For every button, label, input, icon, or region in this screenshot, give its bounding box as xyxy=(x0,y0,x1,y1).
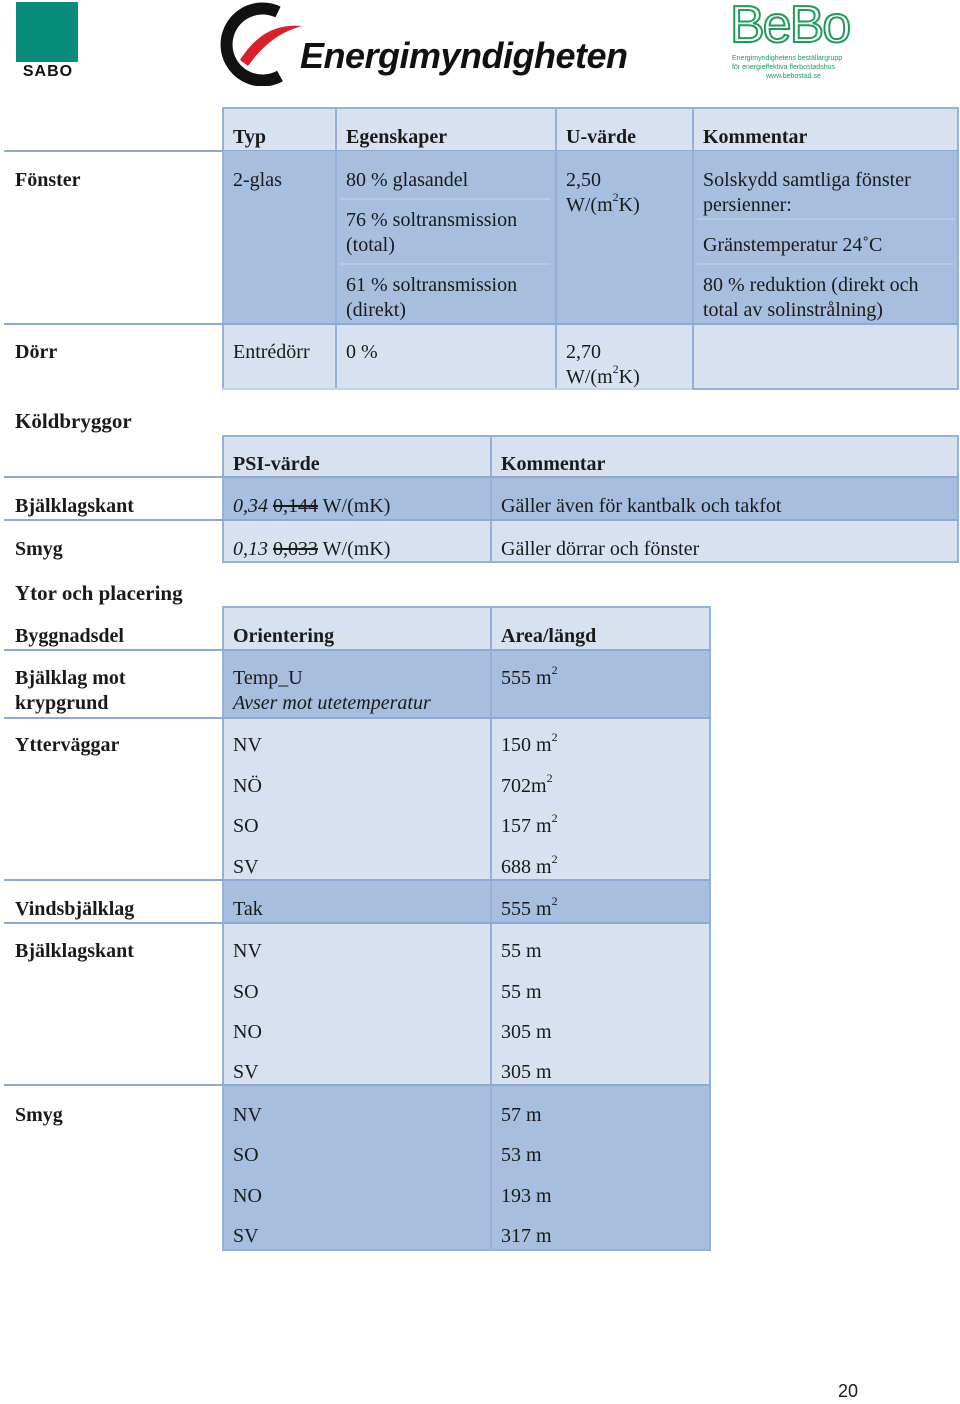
page-number: 20 xyxy=(838,1381,859,1401)
bebo-logo: BeBo Energimyndighetens beställargrupp för energieffektiva flerbostadshus www.bebostad.se xyxy=(730,0,850,80)
header-kommentar: Kommentar xyxy=(703,126,808,148)
psi-comment-smyg: Gäller dörrar och fönster xyxy=(501,538,700,560)
ytor-area-item: 305 m xyxy=(501,1021,552,1043)
fonster-kommentar-reduktion-2: total av solinstrålning) xyxy=(703,299,883,321)
ytor-area-item: 53 m xyxy=(501,1144,542,1166)
ytor-area-bjalklag: 555 $m^2$ xyxy=(501,663,558,689)
header-u-varde: U-värde xyxy=(566,126,636,148)
header-psi-varde: PSI-värde xyxy=(233,453,320,475)
psi-row-label-bjalklagskant: Bjälklagskant xyxy=(15,495,134,517)
dorr-u-unit: $W/(m^2K)$ xyxy=(566,362,640,388)
ytor-area-item: 55 m xyxy=(501,981,542,1003)
ytor-label-vindsbjalklag: Vindsbjälklag xyxy=(15,898,135,920)
ytor-area-item: 305 m xyxy=(501,1061,552,1083)
header-area-langd: Area/längd xyxy=(501,625,597,647)
fonster-glasandel: 80 % glasandel xyxy=(346,169,469,191)
section-title-koldbryggor: Köldbryggor xyxy=(15,409,132,433)
psi-comment-bjalklagskant: Gäller även för kantbalk och takfot xyxy=(501,495,782,517)
ytor-area-item: 157 $m^2$ xyxy=(501,811,558,837)
ytor-orient-item: NO xyxy=(233,1185,262,1207)
ytor-orient-temp-u: Temp_U xyxy=(233,667,303,689)
fonster-soltrans-total-2: (total) xyxy=(346,234,395,256)
ytor-area-item: 688 $m^2$ xyxy=(501,852,558,878)
fonster-typ: 2-glas xyxy=(233,169,282,191)
row-label-dorr: Dörr xyxy=(15,341,58,363)
psi-value-bjalklagskant: 0,34 0,144 W/(mK) xyxy=(233,495,391,517)
dorr-u-value: 2,70 xyxy=(566,341,601,363)
section-title-ytor: Ytor och placering xyxy=(15,581,183,605)
fonster-kommentar-2: persienner: xyxy=(703,194,792,216)
fonster-u-unit: $W/(m^2K)$ xyxy=(566,190,640,216)
dorr-egenskaper: 0 % xyxy=(346,341,378,363)
ytor-area-vindsbjalklag: 555 $m^2$ xyxy=(501,894,558,920)
ytor-label-bjalklagskant: Bjälklagskant xyxy=(15,940,134,962)
ytor-label-bjalklag-1: Bjälklag mot xyxy=(15,667,126,689)
psi-value-smyg: 0,13 0,033 W/(mK) xyxy=(233,538,391,560)
sabo-logo: SABO xyxy=(16,2,80,82)
ytor-area-item: 150 $m^2$ xyxy=(501,730,558,756)
fonster-kommentar-reduktion-1: 80 % reduktion (direkt och xyxy=(703,274,919,296)
fonster-soltrans-direkt-1: 61 % soltransmission xyxy=(346,274,518,296)
ytor-orient-item: NV xyxy=(233,940,262,962)
fonster-u-value: 2,50 xyxy=(566,169,601,191)
energimyndigheten-swoosh-icon xyxy=(218,2,304,86)
psi-row-label-smyg: Smyg xyxy=(15,538,63,560)
ytor-note-utetemperatur: Avser mot utetemperatur xyxy=(233,692,431,714)
ytor-label-bjalklag-2: krypgrund xyxy=(15,692,109,714)
ytor-orient-item: SO xyxy=(233,981,259,1003)
ytor-orient-tak: Tak xyxy=(233,898,263,920)
energimyndigheten-logo: Energimyndigheten xyxy=(218,2,598,86)
ytor-orient-item: SV xyxy=(233,1061,259,1083)
row-label-fonster: Fönster xyxy=(15,169,81,191)
ytor-area-item: 317 m xyxy=(501,1225,552,1247)
ytor-orient-item: NV xyxy=(233,1104,262,1126)
ytor-label-yttervaggar: Ytterväggar xyxy=(15,734,120,756)
ytor-area-item: 55 m xyxy=(501,940,542,962)
fonster-soltrans-total-1: 76 % soltransmission xyxy=(346,209,518,231)
header-byggnadsdel: Byggnadsdel xyxy=(15,625,124,647)
header-kommentar-psi: Kommentar xyxy=(501,453,606,475)
ytor-orient-item: SO xyxy=(233,815,259,837)
fonster-kommentar-temp: Gränstemperatur 24˚C xyxy=(703,234,883,256)
ytor-area-item: 193 m xyxy=(501,1185,552,1207)
header-egenskaper: Egenskaper xyxy=(346,126,448,148)
fonster-soltrans-direkt-2: (direkt) xyxy=(346,299,406,321)
ytor-area-item: 57 m xyxy=(501,1104,542,1126)
header-typ: Typ xyxy=(233,126,266,148)
ytor-orient-item: NO xyxy=(233,1021,262,1043)
ytor-orient-item: SO xyxy=(233,1144,259,1166)
ytor-orient-item: NV xyxy=(233,734,262,756)
header-orientering: Orientering xyxy=(233,625,335,647)
ytor-orient-item: SV xyxy=(233,1225,259,1247)
dorr-typ: Entrédörr xyxy=(233,341,310,363)
ytor-label-smyg: Smyg xyxy=(15,1104,63,1126)
ytor-area-item: $702m^2$ xyxy=(501,771,553,797)
fonster-kommentar-1: Solskydd samtliga fönster xyxy=(703,169,911,191)
ytor-orient-item: SV xyxy=(233,856,259,878)
ytor-orient-item: NÖ xyxy=(233,775,262,797)
